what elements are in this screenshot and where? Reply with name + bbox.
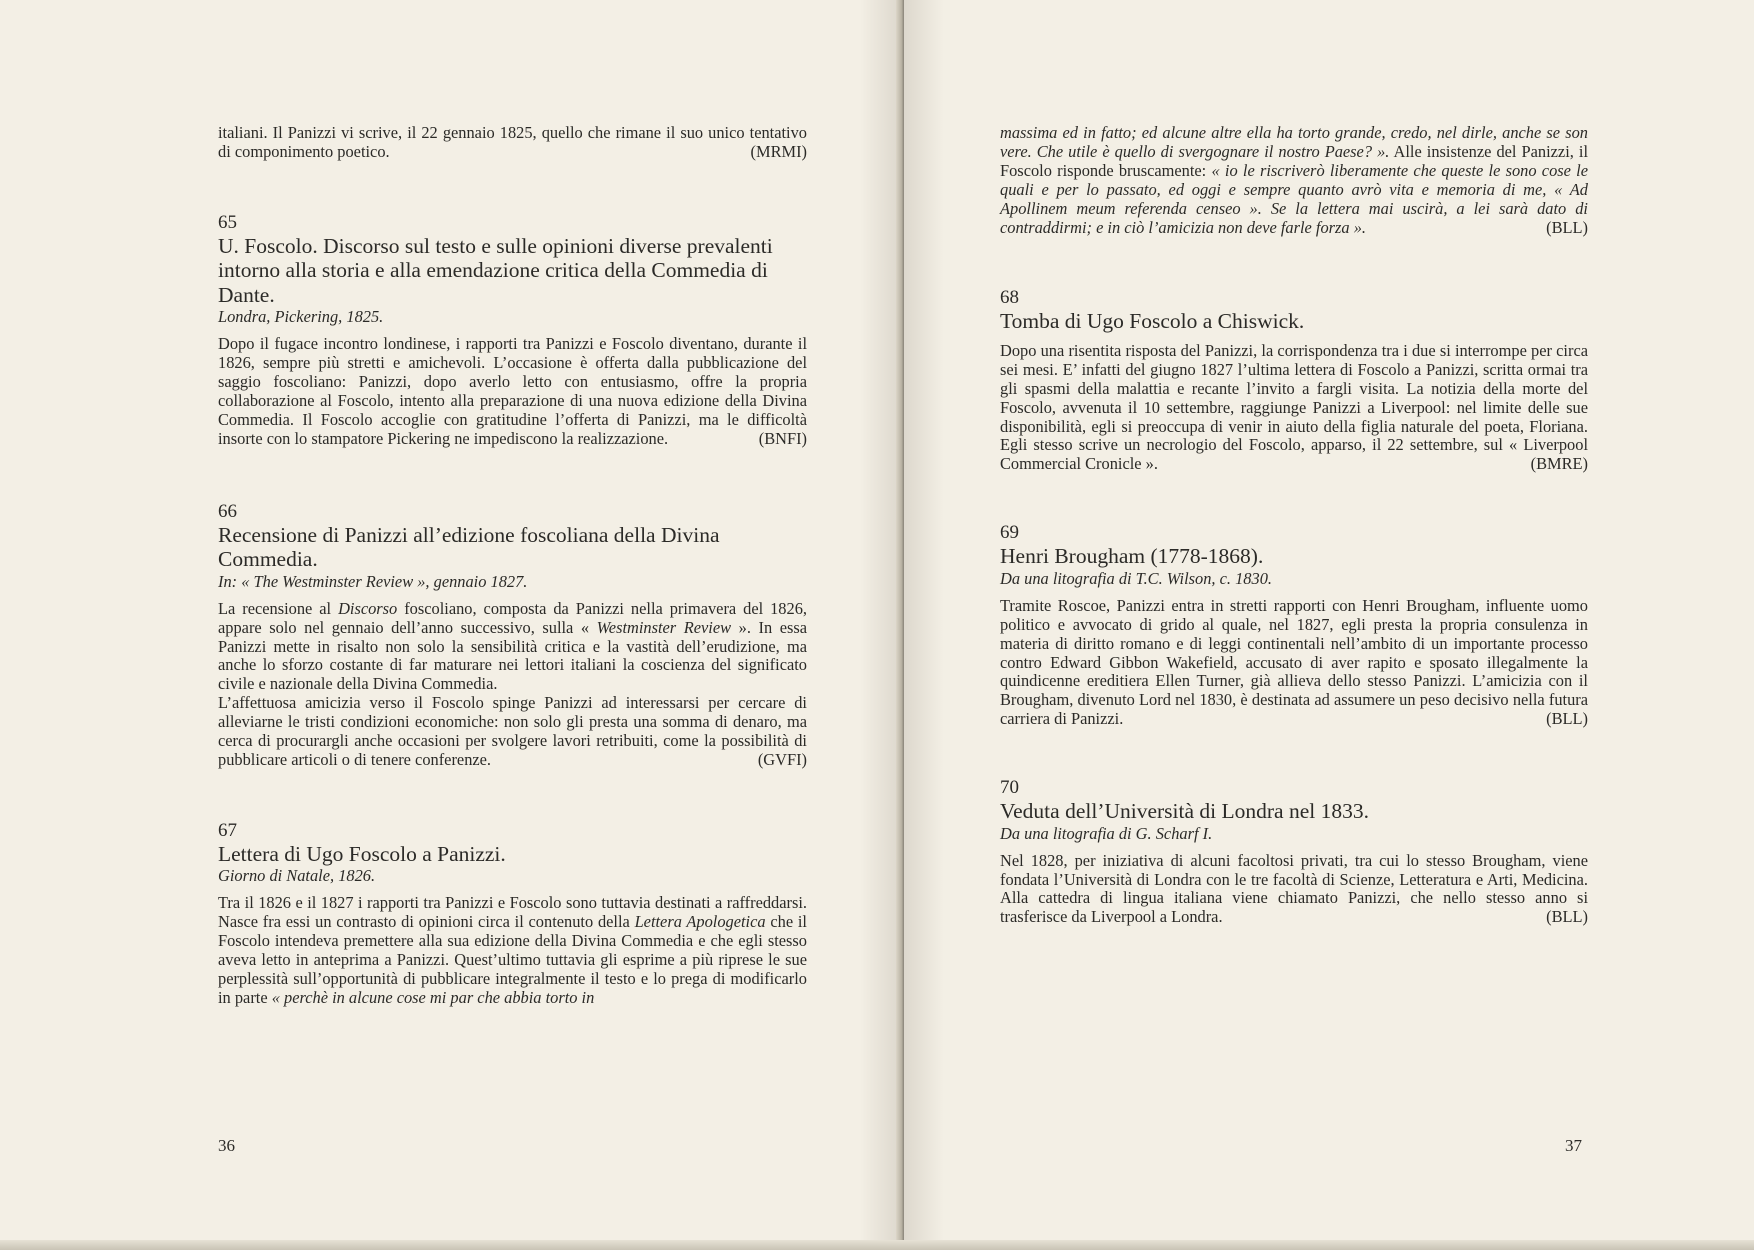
continuation-italic: massima ed in fatto; ed alcune altre ella ha torto grande, credo, nel dirle, anche se son vere. Che utile è quello di svergognare il nostro Paese? ». — [1000, 123, 1588, 161]
entry-number: 67 — [218, 819, 237, 841]
entry-body-italic: Discorso — [338, 598, 398, 618]
entry-body-text: Nel 1828, per iniziativa di alcuni facoltosi privati, tra cui lo stesso Brougham, viene fondata l’Università di Londra con le tre facoltà di Scienze, Letteratura e Arti, Medicina. Alla cattedra di lingua italiana viene chiamato Panizzi, che nello stesso anno si trasferisce da Liverpool a Londra. — [1000, 850, 1588, 927]
continuation-reference: (BLL) — [1546, 217, 1588, 237]
entry-body-text: Dopo il fugace incontro londinese, i rapporti tra Panizzi e Foscolo diventano, durante il 1826, sempre più stretti e amichevoli. L’occasione è offerta dalla pubblicazione del saggio foscoliano: Panizzi, dopo averlo letto con entusiasmo, offre la propria collaborazione al Foscolo, intento alla preparazione di una nuova edizione della Divina Commedia. Il Foscolo accoglie con gratitudine l’offerta di Panizzi, ma le difficoltà insorte con lo stampatore Pickering ne impediscono la realizzazione. — [218, 334, 807, 448]
entry-subtitle: Londra, Pickering, 1825. — [218, 307, 384, 327]
entry-subtitle: Da una litografia di T.C. Wilson, c. 1830. — [1000, 568, 1272, 588]
entry-body-text: che il Foscolo intendeva premettere alla sua edizione della Divina Commedia e che egli stesso aveva letto in anteprima a Panizzi. Quest’ultimo tuttavia gli esprime a più riprese le sue perplessità sull’opportunità di pubblicare integralmente il testo e lo prega di modificarlo in parte — [218, 912, 807, 1007]
entry-title: U. Foscolo. Discorso sul testo e sulle opinioni diverse prevalenti intorno alla storia e alla emendazione critica della Commedia di Dante. — [218, 233, 773, 307]
entry-reference: (BNFI) — [758, 428, 807, 448]
entry-body — [218, 894, 807, 1007]
entry-body — [1000, 852, 1588, 928]
right-page — [904, 0, 1754, 1250]
entry-70 — [1000, 777, 1588, 927]
entry-body-text: Tra il 1826 e il 1827 i rapporti tra Panizzi e Foscolo sono tuttavia destinati a raffreddarsi. Nasce fra essi un contrasto di opinioni circa il contenuto della — [218, 893, 807, 932]
entry-number: 69 — [1000, 522, 1019, 544]
entry-subtitle: Giorno di Natale, 1826. — [218, 866, 376, 886]
entry-body-text: ». In essa Panizzi mette in risalto non solo la sensibilità critica e la vastità dell’erudizione, ma anche lo sforzo costante di far maturare nei lettori italiani la coscienza del significato civile e nazionale della Divina Commedia. — [218, 617, 808, 694]
entry-number: 65 — [218, 211, 237, 233]
entry-body — [218, 335, 807, 448]
page-number: 36 — [218, 1136, 235, 1155]
right-text-column — [1000, 124, 1588, 927]
entry-reference: (BLL) — [1546, 907, 1588, 927]
continuation-paragraph — [1000, 124, 1588, 237]
intro-text: italiani. Il Panizzi vi scrive, il 22 gennaio 1825, quello che rimane il suo unico tentativo di componimento poetico. — [218, 123, 807, 161]
entry-body — [1000, 597, 1588, 729]
entry-body-text: La recensione al — [218, 598, 339, 618]
entry-body-italic: Westminster Review — [596, 617, 732, 637]
entry-subtitle: Da una litografia di G. Scharf I. — [1000, 823, 1213, 843]
intro-paragraph — [218, 124, 807, 162]
entry-reference: (BLL) — [1546, 709, 1588, 729]
entry-69 — [1000, 522, 1588, 729]
entry-body-italic: « perchè in alcune cose mi par che abbia torto in — [271, 987, 595, 1007]
continuation-italic: « io le riscriverò liberamente che queste le sono cose le quali e per lo passato, ed oggi e sempre quanto avrò vita e memoria di me, « Ad Apollinem meum referenda censeo ». Se la lettera mai uscirà, a lei sarà dato di contraddirmi; e in ciò l’amicizia non deve farle forza ». — [1000, 160, 1589, 237]
page-bottom-edge — [0, 1240, 1754, 1250]
entry-body-second — [218, 694, 807, 770]
entry-66 — [218, 501, 807, 770]
entry-68 — [1000, 287, 1588, 474]
entry-body-italic: Lettera Apologetica — [634, 912, 766, 932]
entry-title: Lettera di Ugo Foscolo a Panizzi. — [218, 841, 506, 866]
entry-number: 66 — [218, 500, 237, 522]
entry-body — [1000, 342, 1588, 474]
entry-reference: (BMRE) — [1530, 454, 1588, 474]
entry-title: Tomba di Ugo Foscolo a Chiswick. — [1000, 309, 1305, 334]
entry-title: Veduta dell’Università di Londra nel 1833. — [1000, 799, 1369, 824]
entry-body-text: Tramite Roscoe, Panizzi entra in stretti rapporti con Henri Brougham, influente uomo politico e avvocato di grido al quale, nel 1827, egli presta la propria consulenza in materia di diritto romano e di leggi continentali nell’ambito di un importante processo contro Edward Gibbon Wakefield, accusato di aver rapito e sposato illegalmente la quindicenne ereditiera Ellen Turner, già allieva dello stesso Panizzi. L’amicizia con il Brougham, divenuto Lord nel 1830, è destinata ad assumere un peso decisivo nella futura carriera di Panizzi. — [1000, 595, 1588, 729]
left-text-column — [218, 124, 807, 1008]
entry-65 — [218, 212, 807, 449]
intro-reference: (MRMI) — [750, 141, 807, 161]
entry-title: Henri Brougham (1778-1868). — [1000, 544, 1264, 569]
entry-number: 68 — [1000, 287, 1019, 309]
entry-67 — [218, 820, 807, 1008]
continuation-text: Alle insistenze del Panizzi, il Foscolo risponde bruscamente: — [1000, 141, 1588, 180]
entry-body-text: L’affettuosa amicizia verso il Foscolo spinge Panizzi ad interessarsi per cercare di alleviarne le tristi condizioni economiche: non solo gli presta una somma di denaro, ma cerca di procurargli anche occasioni per svolgere lavori retribuiti, come la possibilità di pubblicare articoli o di tenere conferenze. — [218, 693, 807, 769]
entry-body-text: Dopo una risentita risposta del Panizzi, la corrispondenza tra i due si interrompe per circa sei mesi. E’ infatti del giugno 1827 l’ultima lettera di Foscolo a Panizzi, scritta ormai tra gli spasmi della malattia e recante l’invito a fargli visita. La notizia della morte del Foscolo, avvenuta il 10 settembre, raggiunge Panizzi a Liverpool: nel limite delle sue disponibilità, egli si preoccupa di venir in aiuto della figlia naturale del poeta, Floriana. Egli stesso scrive un necrologio del Foscolo, apparso, il 22 settembre, sul « Liverpool Commercial Cronicle ». — [1000, 340, 1588, 474]
page-number: 37 — [1565, 1136, 1582, 1155]
entry-body-text: foscoliano, composta da Panizzi nella primavera del 1826, appare solo nel gennaio dell’anno successivo, sulla « — [218, 598, 807, 637]
entry-body — [218, 600, 807, 695]
entry-subtitle: In: « The Westminster Review », gennaio 1827. — [218, 571, 528, 591]
entry-title: Recensione di Panizzi all’edizione foscoliana della Divina Commedia. — [218, 522, 720, 572]
entry-reference: (GVFI) — [757, 750, 807, 769]
entry-number: 70 — [1000, 777, 1019, 799]
